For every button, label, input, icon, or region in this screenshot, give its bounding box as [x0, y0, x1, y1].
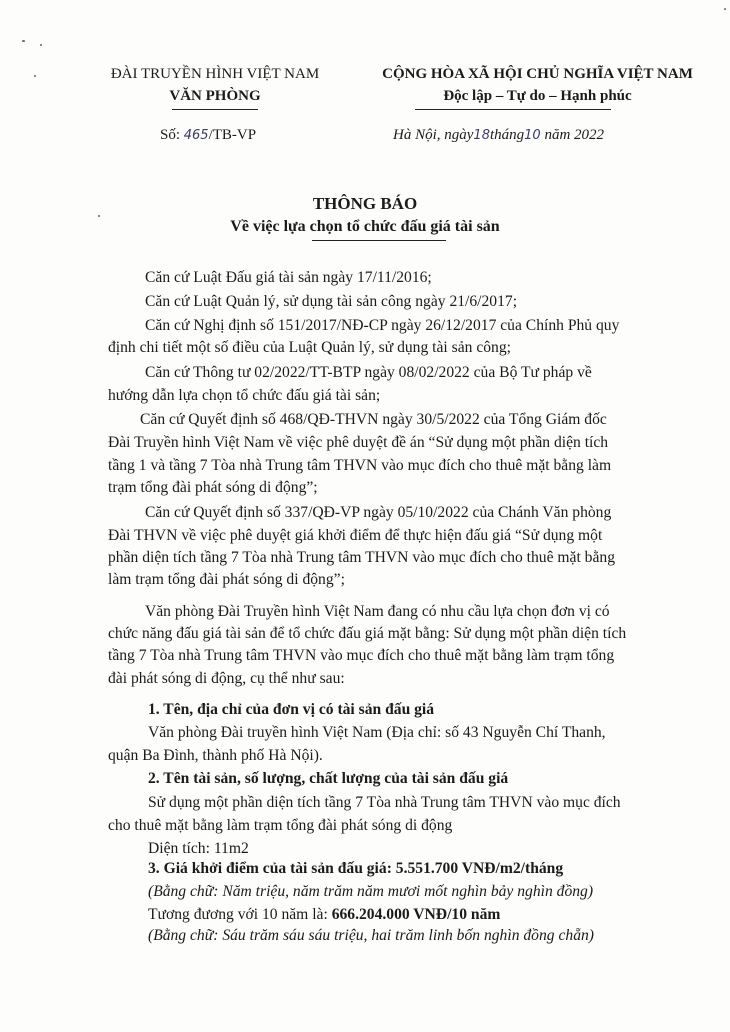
office-name: VĂN PHÒNG: [169, 88, 261, 104]
basis-line: Đài Truyền hình Việt Nam về việc phê duyệt đề án “Sử dụng một phần diện tích: [108, 434, 609, 451]
section-3-equivalent-words: (Bằng chữ: Sáu trăm sáu sáu triệu, hai trăm linh bốn nghìn đồng chẵn): [148, 927, 594, 944]
basis-line: phần diện tích tầng 7 Tòa nhà Trung tâm THVN vào mục đích cho thuê mặt bằng: [108, 549, 615, 566]
section-3-amount-words: (Bằng chữ: Năm triệu, năm trăm năm mươi mốt nghìn bảy nghìn đồng): [148, 883, 594, 900]
section-2-heading: 2. Tên tài sản, số lượng, chất lượng của tài sản đấu giá: [148, 770, 509, 787]
intro-line: Văn phòng Đài Truyền hình Việt Nam đang có nhu cầu lựa chọn đơn vị có: [145, 603, 610, 620]
section-3-heading: 3. Giá khởi điểm của tài sản đấu giá: 5.551.700 VNĐ/m2/tháng: [148, 860, 564, 877]
scan-speck: [724, 8, 726, 10]
subtitle-underline: [312, 240, 446, 241]
section-1-text: Văn phòng Đài truyền hình Việt Nam (Địa chỉ: số 43 Nguyễn Chí Thanh,: [148, 724, 606, 741]
intro-line: đài phát sóng di động, cụ thể như sau:: [108, 670, 345, 687]
section-2-text: cho thuê mặt bằng làm trạm tổng đài phát sóng di động: [108, 817, 453, 834]
basis-line: Căn cứ Luật Quản lý, sử dụng tài sản công ngày 21/6/2017;: [145, 293, 518, 310]
section-2-text: Sử dụng một phần diện tích tầng 7 Tòa nhà Trung tâm THVN vào mục đích: [148, 794, 621, 811]
handwritten-month: 10: [524, 128, 541, 143]
section-1-heading: 1. Tên, địa chỉ của đơn vị có tài sản đấu giá: [148, 701, 435, 718]
basis-line: Căn cứ Thông tư 02/2022/TT-BTP ngày 08/02/2022 của Bộ Tư pháp về: [145, 364, 592, 381]
section-1-text: quận Ba Đình, thành phố Hà Nội).: [108, 747, 323, 764]
basis-line: Căn cứ Quyết định số 337/QĐ-VP ngày 05/10/2022 của Chánh Văn phòng: [145, 504, 612, 521]
section-3-equivalent: Tương đương với 10 năm là: 666.204.000 VNĐ/10 năm: [148, 906, 501, 923]
scan-speck: [98, 215, 100, 217]
office-underline: [172, 109, 258, 110]
document-subtitle: Về việc lựa chọn tổ chức đấu giá tài sản: [230, 218, 500, 235]
document-number: Số: 465/TB-VP: [160, 127, 257, 143]
handwritten-day: 18: [473, 128, 490, 143]
basis-line: làm trạm tổng đài phát sóng di động”;: [108, 571, 345, 588]
intro-line: tầng 7 Tòa nhà Trung tâm THVN vào mục đích cho thuê mặt bằng làm trạm tổng: [108, 647, 615, 664]
document-title: THÔNG BÁO: [312, 194, 418, 213]
motto-underline: [415, 109, 611, 110]
scan-speck: [40, 44, 42, 46]
handwritten-number: 465: [183, 128, 209, 143]
basis-line: định chi tiết một số điều của Luật Quản lý, sử dụng tài sản công;: [108, 339, 511, 356]
place-date: Hà Nội, ngày18tháng10 năm 2022: [393, 127, 605, 143]
scan-speck: [34, 75, 36, 77]
scan-speck: [22, 40, 25, 42]
basis-line: Căn cứ Nghị định số 151/2017/NĐ-CP ngày 26/12/2017 của Chính Phủ quy: [145, 317, 620, 334]
intro-line: chức năng đấu giá tài sản để tổ chức đấu giá mặt bằng: Sử dụng một phần diện tích: [108, 625, 627, 642]
basis-line: Đài THVN về việc phê duyệt giá khởi điểm để thực hiện đấu giá “Sử dụng một: [108, 527, 603, 544]
basis-line: Căn cứ Luật Đấu giá tài sản ngày 17/11/2016;: [145, 269, 432, 286]
country-name: CỘNG HÒA XÃ HỘI CHỦ NGHĨA VIỆT NAM: [382, 66, 693, 82]
basis-line: hướng dẫn lựa chọn tổ chức đấu giá tài sản;: [108, 387, 381, 404]
national-motto: Độc lập – Tự do – Hạnh phúc: [443, 88, 632, 104]
org-name: ĐÀI TRUYỀN HÌNH VIỆT NAM: [110, 66, 320, 82]
basis-line: tầng 1 và tầng 7 Tòa nhà Trung tâm THVN vào mục đích cho thuê mặt bằng làm: [108, 457, 612, 474]
basis-line: trạm tổng đài phát sóng di động”;: [108, 479, 318, 496]
basis-line: Căn cứ Quyết định số 468/QĐ-THVN ngày 30/5/2022 của Tổng Giám đốc: [140, 411, 607, 428]
section-2-area: Diện tích: 11m2: [148, 840, 249, 857]
